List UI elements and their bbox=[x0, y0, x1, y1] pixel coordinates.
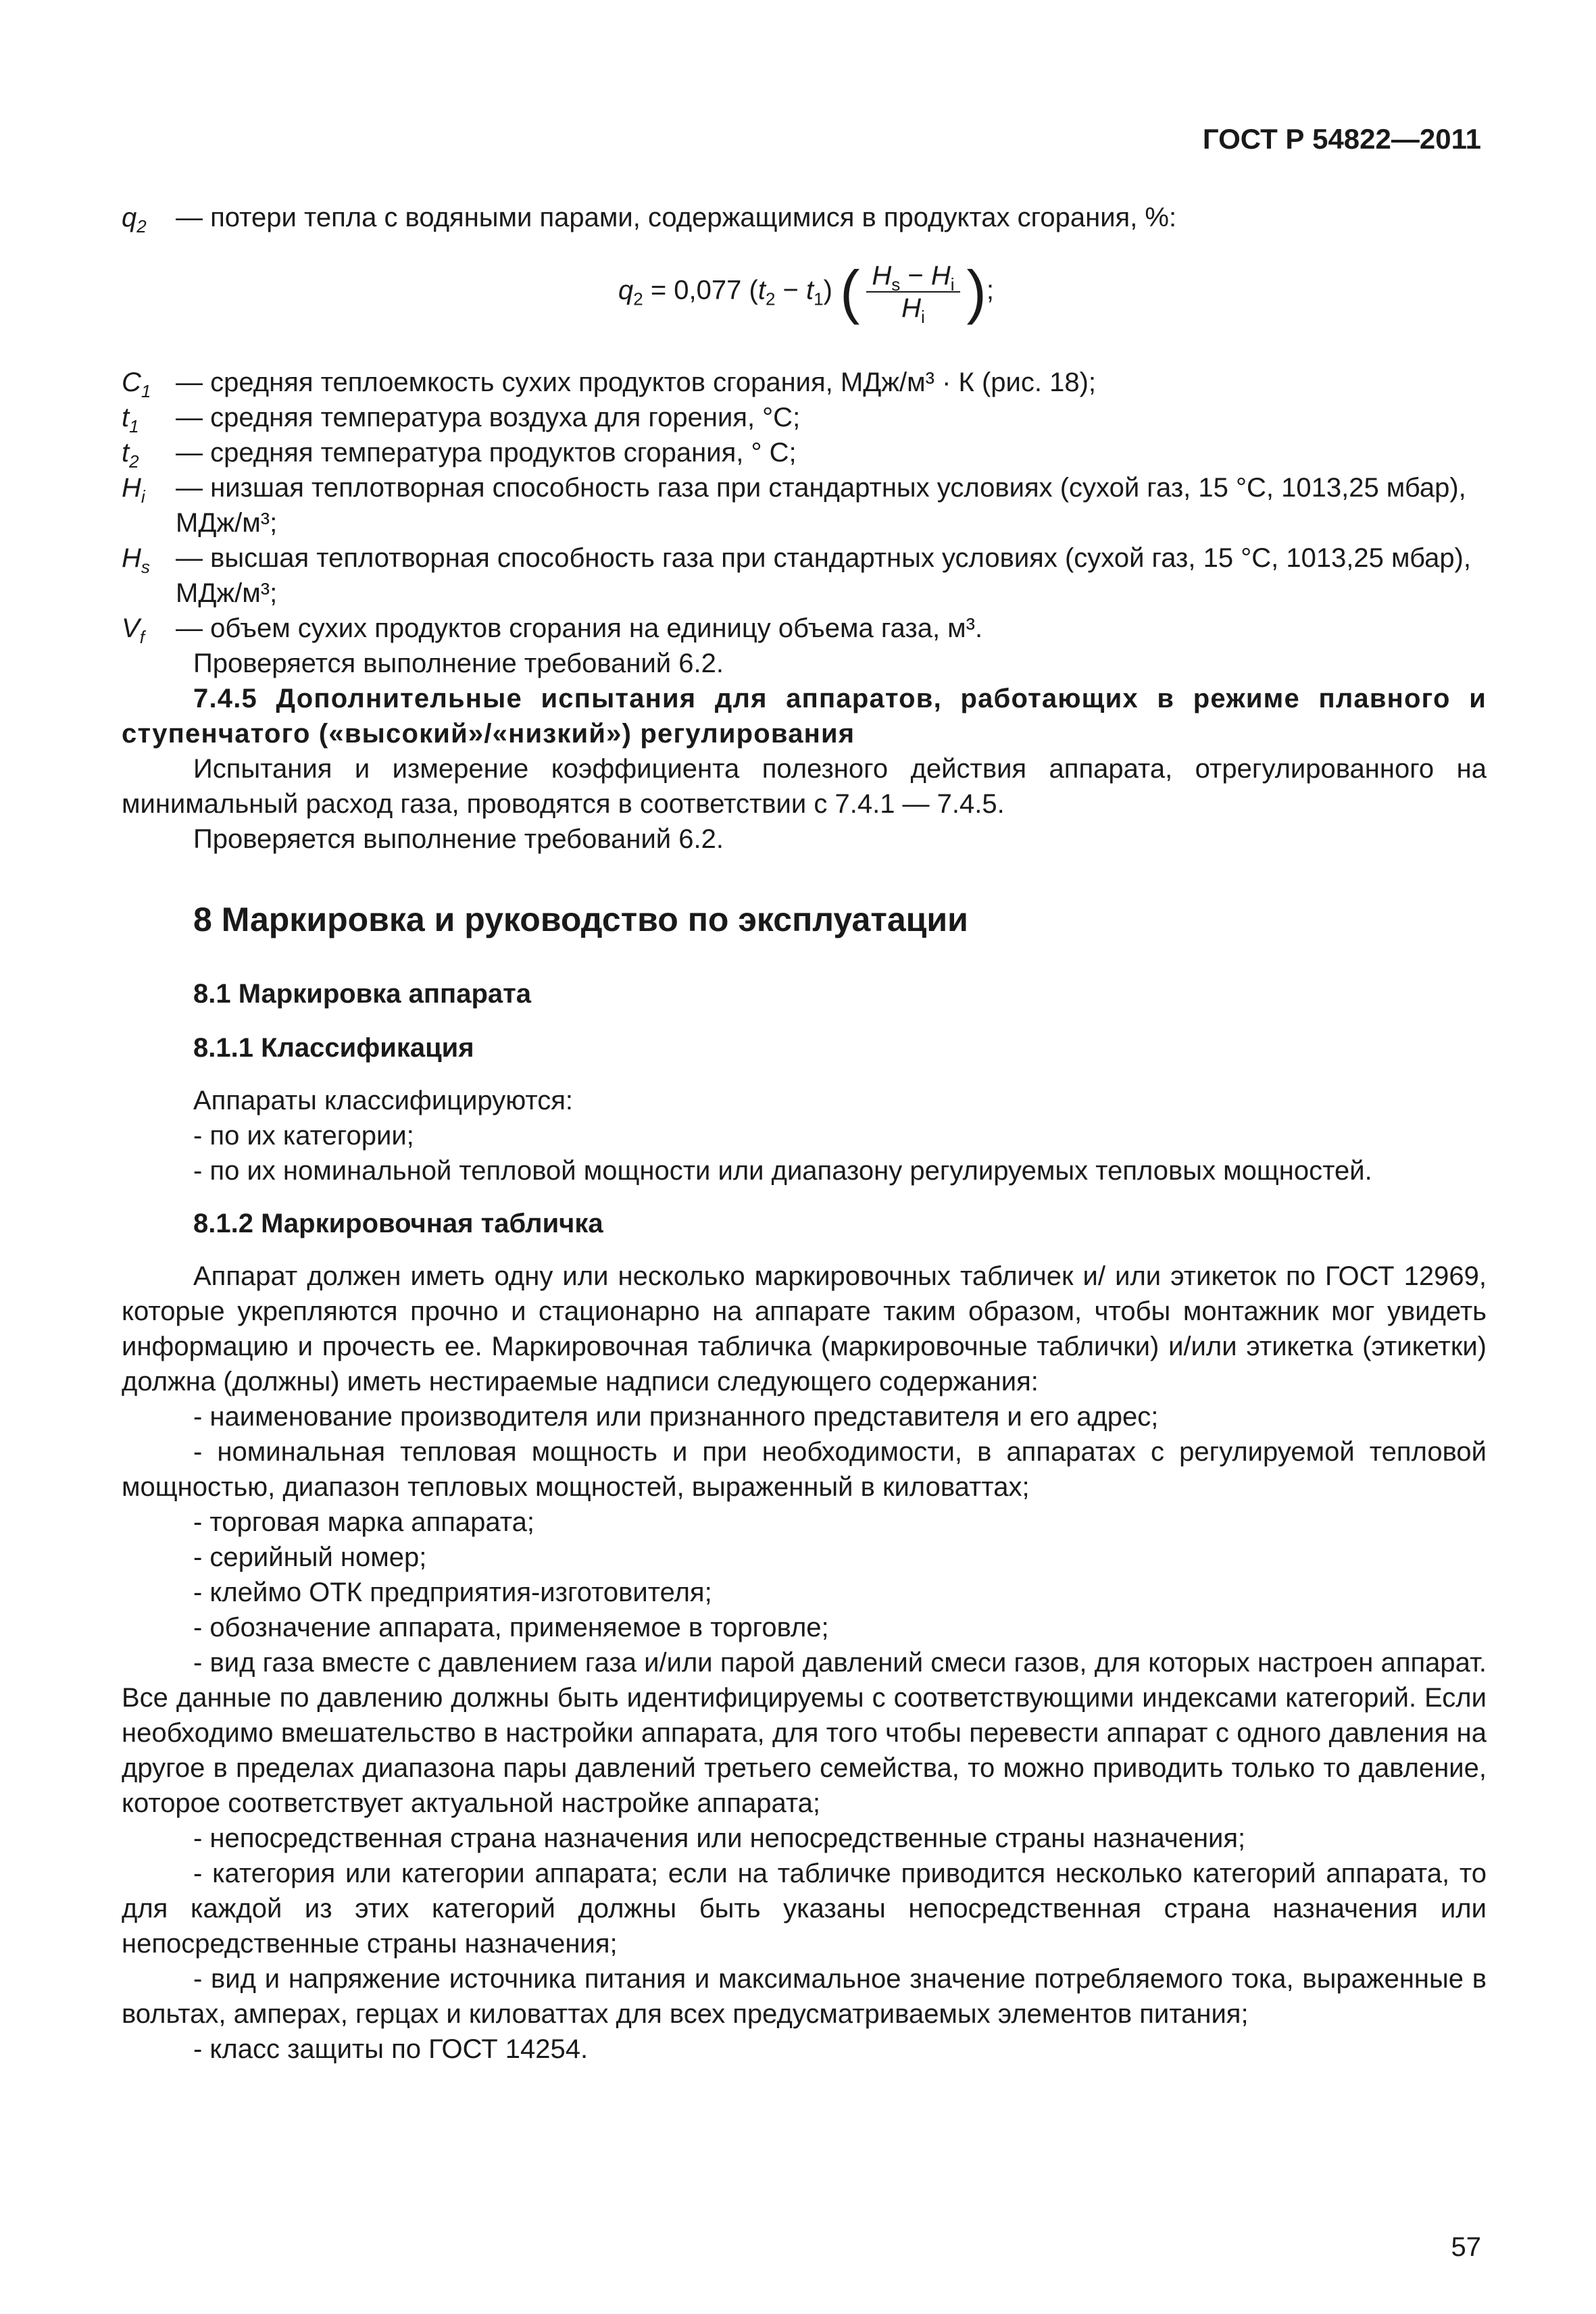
symbol-t2: $t_2$ bbox=[122, 438, 139, 472]
list-item: - торговая марка аппарата; bbox=[193, 1507, 534, 1537]
list-item: - наименование производителя или признанного представителя и его адрес; bbox=[193, 1402, 1159, 1432]
definition-Vf bbox=[122, 611, 1487, 646]
symbol-t1: $t_1$ bbox=[122, 403, 139, 436]
definition-q2 bbox=[122, 200, 1487, 235]
subsection-8-1-1 bbox=[122, 1030, 1487, 1188]
definition-text: — высшая теплотворная способность газа при стандартных условиях (сухой газ, 15 °С, 1013,25 мбар), МДж/м³; bbox=[176, 543, 1471, 608]
subsection-title: 8.1.2 Маркировочная табличка bbox=[193, 1209, 603, 1238]
symbol-Vf: $V_f$ bbox=[122, 613, 145, 647]
formula-q2: $q_2 = 0,077$ $(t_2 - t_1)$ ( $\frac{H_s - H_i}{H_i}$ ); bbox=[618, 258, 994, 327]
list-item: - серийный номер; bbox=[193, 1542, 427, 1572]
clause-7-4-5-title: 7.4.5 Дополнительные испытания для аппаратов, работающих в режиме плавного и ступенчатого («высокий»/«низкий») регулирования bbox=[122, 684, 1487, 749]
list-item: - вид и напряжение источника питания и максимальное значение потребляемого тока, выраженные в вольтах, амперах, герцах и киловаттах для всех предусматриваемых элементов питания; bbox=[122, 1964, 1487, 2029]
symbol-Hi: $H_i$ bbox=[122, 473, 145, 507]
definition-C1 bbox=[122, 365, 1487, 400]
subsection-8-1-2 bbox=[122, 1206, 1487, 2067]
definition-text: — низшая теплотворная способность газа при стандартных условиях (сухой газ, 15 °С, 1013,25 мбар), МДж/м³; bbox=[176, 473, 1466, 538]
marking-intro: Аппарат должен иметь одну или несколько маркировочных табличек и/ или этикеток по ГОСТ 12969, которые укрепляются прочно и стационарно на аппарате таким образом, чтобы монтажник мог увидеть информацию и прочесть ее. Маркировочная табличка (маркировочные таблички) и/или этикетка (этикетки) должна (должны) иметь нестираемые надписи следующего содержания: bbox=[122, 1261, 1487, 1397]
subsection-8-1 bbox=[122, 976, 1487, 1011]
list-item: - номинальная тепловая мощность и при необходимости, в аппаратах с регулируемой тепловой мощностью, диапазон тепловых мощностей, выраженный в киловаттах; bbox=[122, 1437, 1487, 1502]
symbol-definitions bbox=[122, 365, 1487, 857]
subsection-title: 8.1.1 Классификация bbox=[193, 1033, 474, 1063]
page-number: 57 bbox=[1451, 2232, 1481, 2262]
list-item: - по их категории; bbox=[193, 1121, 414, 1151]
definition-text: — объем сухих продуктов сгорания на единицу объема газа, м³. bbox=[176, 613, 983, 643]
list-item: - клеймо ОТК предприятия-изготовителя; bbox=[193, 1578, 712, 1607]
section-8 bbox=[122, 902, 1487, 937]
clause-7-4-5-check: Проверяется выполнение требований 6.2. bbox=[193, 824, 724, 854]
classification-intro: Аппараты классифицируются: bbox=[193, 1086, 573, 1115]
list-item: - по их номинальной тепловой мощности или диапазону регулируемых тепловых мощностей. bbox=[193, 1156, 1372, 1186]
definition-text: — средняя температура воздуха для горения, °С; bbox=[176, 403, 801, 432]
list-item: - непосредственная страна назначения или непосредственные страны назначения; bbox=[193, 1823, 1246, 1853]
clause-7-4-5-body: Испытания и измерение коэффициента полезного действия аппарата, отрегулированного на минимальный расход газа, проводятся в соответствии с 7.4.1 — 7.4.5. bbox=[122, 754, 1487, 819]
list-item: - класс защиты по ГОСТ 14254. bbox=[193, 2034, 589, 2064]
list-item: - обозначение аппарата, применяемое в торговле; bbox=[193, 1613, 829, 1642]
definition-text: — потери тепла с водяными парами, содержащимися в продуктах сгорания, %: bbox=[176, 203, 1177, 232]
list-item: - категория или категории аппарата; если на табличке приводится несколько категорий аппарата, то для каждой из этих категорий должны быть указаны непосредственная страна назначения или непосредственные страны назначения; bbox=[122, 1859, 1487, 1959]
definition-text: — средняя теплоемкость сухих продуктов сгорания, МДж/м³ · К (рис. 18); bbox=[176, 368, 1097, 397]
definition-t1 bbox=[122, 400, 1487, 435]
definition-t2 bbox=[122, 435, 1487, 470]
definition-text: — средняя температура продуктов сгорания, ° С; bbox=[176, 438, 797, 468]
definition-Hs bbox=[122, 540, 1487, 611]
symbol-q2: $q_2$ bbox=[122, 203, 147, 236]
definition-Hi bbox=[122, 470, 1487, 540]
section-title: 8 Маркировка и руководство по эксплуатации bbox=[193, 901, 968, 938]
list-item: - вид газа вместе с давлением газа и/или парой давлений смеси газов, для которых настроен аппарат. Все данные по давлению должны быть идентифицируемы с соответствующими индексами категорий. Если необходимо вмешательство в настройки аппарата, для того чтобы перевести аппарат с одного давления на другое в пределах диапазона пары давлений третьего семейства, то можно приводить только то давление, которое соответствует актуальной настройке аппарата; bbox=[122, 1648, 1487, 1818]
check-note: Проверяется выполнение требований 6.2. bbox=[193, 649, 724, 678]
subsection-title: 8.1 Маркировка аппарата bbox=[193, 979, 531, 1009]
symbol-C1: $C_1$ bbox=[122, 368, 151, 401]
symbol-Hs: $H_s$ bbox=[122, 543, 150, 577]
document-header: ГОСТ Р 54822—2011 bbox=[1202, 123, 1481, 155]
